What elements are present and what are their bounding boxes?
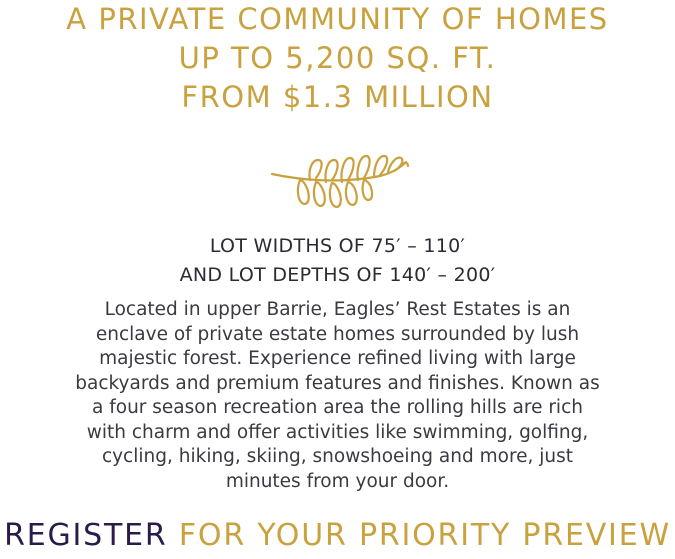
lot-depths: AND LOT DEPTHS OF 140′ – 200′ <box>179 264 496 286</box>
description-line: majestic forest. Experience refined living with large <box>99 348 576 369</box>
description-line: backyards and premium features and finishes. Known as <box>75 372 600 394</box>
description-line: cycling, hiking, skiing, snowshoeing and more, just <box>101 446 574 467</box>
headline-line-1: A PRIVATE COMMUNITY OF HOMES <box>66 2 609 36</box>
description <box>28 298 647 494</box>
lot-widths: LOT WIDTHS OF 75′ – 110′ <box>209 235 466 257</box>
lot-dimensions <box>0 232 675 290</box>
description-line: Located in upper Barrie, Eagles’ Rest Estates is an <box>104 299 571 320</box>
description-line: with charm and offer activities like swimming, golfing, <box>86 421 589 443</box>
headline <box>0 0 675 117</box>
headline-line-3: FROM $1.3 MILLION <box>181 80 494 114</box>
description-line: a four season recreation area the rolling hills are rich <box>92 397 583 418</box>
laurel-branch-icon <box>270 150 410 212</box>
register-cta[interactable] <box>0 516 675 556</box>
description-line: enclave of private estate homes surrounded by lush <box>95 323 580 345</box>
priority-preview-text[interactable]: FOR YOUR PRIORITY PREVIEW <box>178 518 671 553</box>
headline-line-2: UP TO 5,200 SQ. FT. <box>178 41 497 75</box>
description-line: minutes from your door. <box>225 470 450 492</box>
register-word[interactable]: REGISTER <box>4 518 168 553</box>
